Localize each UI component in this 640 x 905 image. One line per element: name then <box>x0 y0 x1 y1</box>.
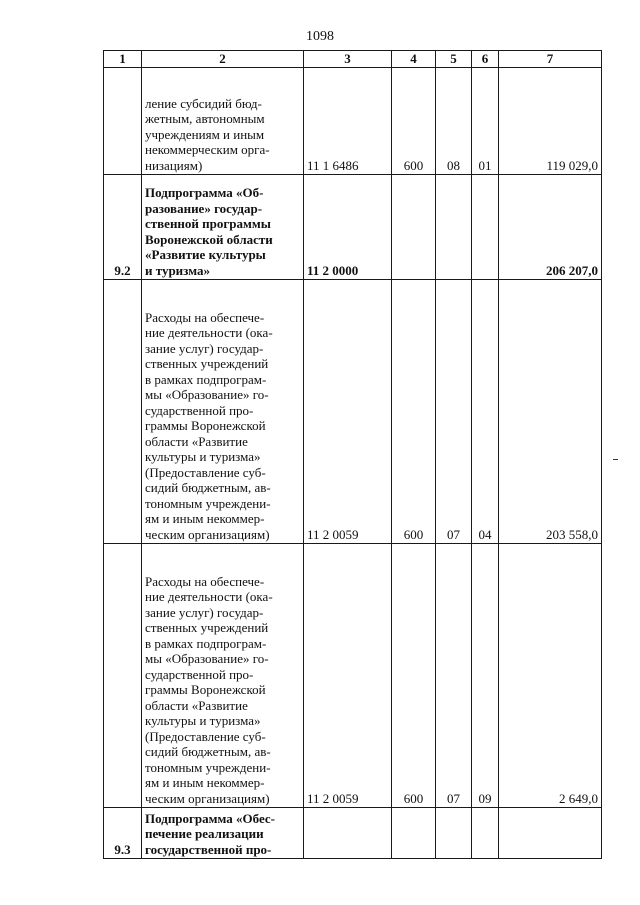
column-header-1: 1 <box>104 51 142 68</box>
expense-type-code: 600 <box>392 544 436 808</box>
row-number: 9.2 <box>104 175 142 280</box>
row-name: ление субсидий бюд- жетным, автономным учреждениям и иным некоммерческим орга- низациям) <box>142 68 304 175</box>
amount: 119 029,0 <box>499 68 602 175</box>
table-row <box>104 175 602 280</box>
section-code: 08 <box>436 68 472 175</box>
table-row <box>104 280 602 544</box>
target-code: 11 2 0059 <box>304 280 392 544</box>
table-row <box>104 808 602 859</box>
row-name: Подпрограмма «Об- разование» государ- ственной программы Воронежской области «Развитие культуры и туризма» <box>142 175 304 280</box>
amount: 2 649,0 <box>499 544 602 808</box>
column-header-5: 5 <box>436 51 472 68</box>
scan-artifact-mark <box>613 459 618 460</box>
section-code: 07 <box>436 544 472 808</box>
section-code <box>436 808 472 859</box>
expense-type-code <box>392 808 436 859</box>
target-code: 11 2 0059 <box>304 544 392 808</box>
section-code: 07 <box>436 280 472 544</box>
expense-type-code: 600 <box>392 280 436 544</box>
column-header-7: 7 <box>499 51 602 68</box>
budget-table <box>103 50 602 859</box>
row-name: Подпрограмма «Обес- печение реализации государственной про- <box>142 808 304 859</box>
column-header-2: 2 <box>142 51 304 68</box>
page-number: 1098 <box>306 29 334 44</box>
expense-type-code <box>392 175 436 280</box>
row-name: Расходы на обеспече- ние деятельности (ока- зание услуг) государ- ственных учреждений в рамках подпрограм- мы «Образование» го- сударственной про- граммы Воронежской области «Развитие культуры и туризма» (Предоставление суб- сидий бюджетным, ав- тономным учреждени- ям и иным некоммер- ческим организациям) <box>142 280 304 544</box>
table-row <box>104 68 602 175</box>
amount <box>499 808 602 859</box>
subsection-code <box>472 808 499 859</box>
target-code: 11 2 0000 <box>304 175 392 280</box>
expense-type-code: 600 <box>392 68 436 175</box>
column-header-4: 4 <box>392 51 436 68</box>
target-code: 11 1 6486 <box>304 68 392 175</box>
table-row <box>104 544 602 808</box>
subsection-code <box>472 175 499 280</box>
subsection-code: 09 <box>472 544 499 808</box>
row-name: Расходы на обеспече- ние деятельности (ока- зание услуг) государ- ственных учреждений в рамках подпрограм- мы «Образование» го- сударственной про- граммы Воронежской области «Развитие культуры и туризма» (Предоставление суб- сидий бюджетным, ав- тономным учреждени- ям и иным некоммер- ческим организациям) <box>142 544 304 808</box>
amount: 206 207,0 <box>499 175 602 280</box>
section-code <box>436 175 472 280</box>
column-header-3: 3 <box>304 51 392 68</box>
amount: 203 558,0 <box>499 280 602 544</box>
row-number: 9.3 <box>104 808 142 859</box>
target-code <box>304 808 392 859</box>
row-number <box>104 544 142 808</box>
row-number <box>104 280 142 544</box>
table-header-row <box>104 51 602 68</box>
column-header-6: 6 <box>472 51 499 68</box>
subsection-code: 04 <box>472 280 499 544</box>
subsection-code: 01 <box>472 68 499 175</box>
row-number <box>104 68 142 175</box>
